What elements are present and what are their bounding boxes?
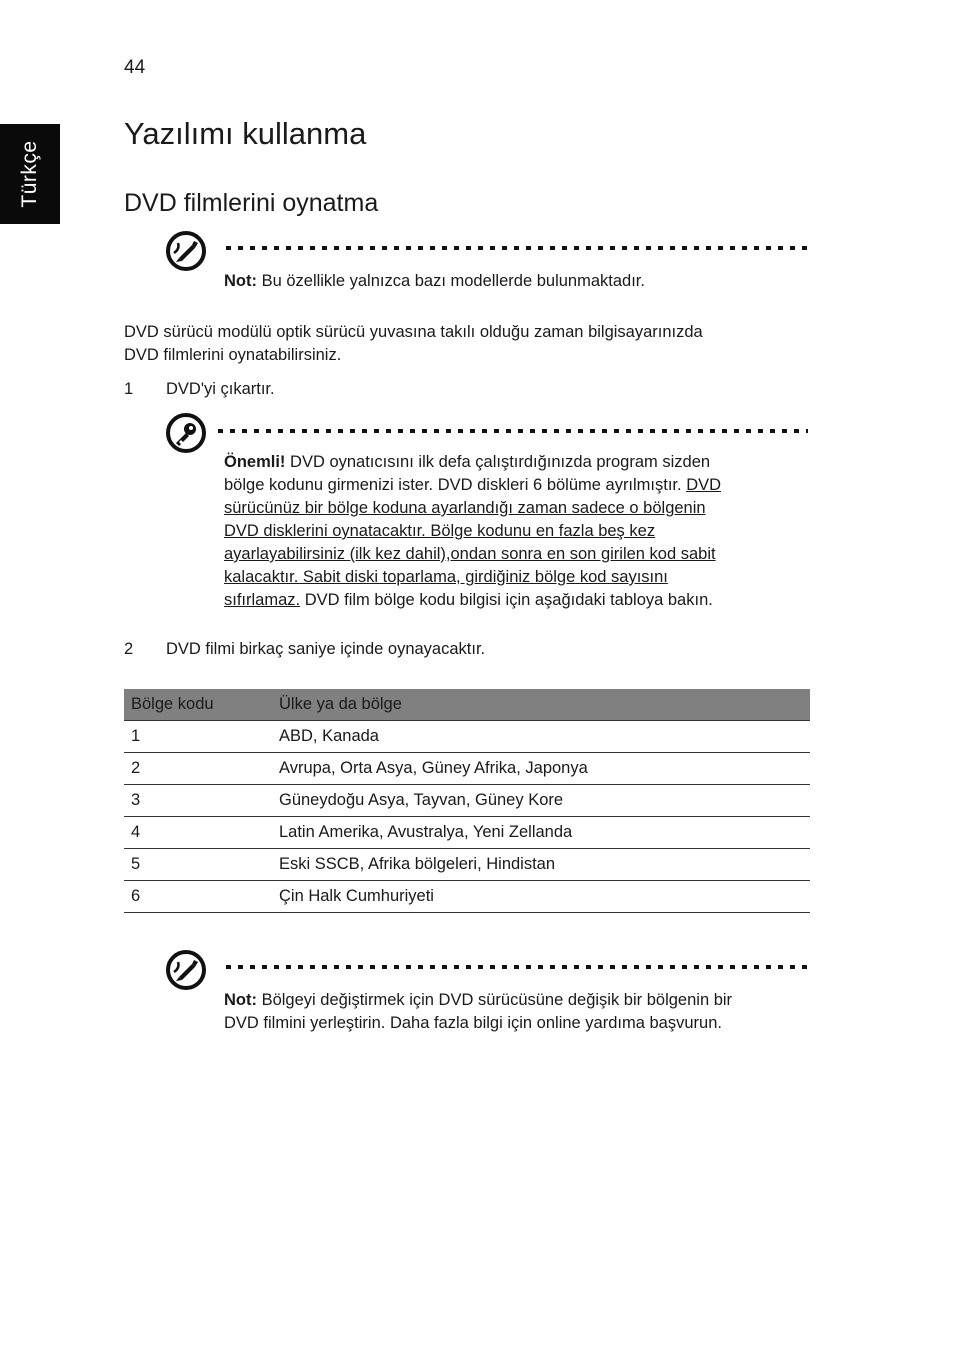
table-header-cell: Bölge kodu — [124, 689, 272, 721]
table-cell: ABD, Kanada — [272, 721, 810, 753]
note-body: Bu özellikle yalnızca bazı modellerde bulunmaktadır. — [256, 272, 645, 290]
table-cell: 4 — [124, 817, 272, 849]
important-key-icon — [166, 413, 206, 453]
important-line: bölge kodunu girmenizi ister. DVD diskleri 6 bölüme ayrılmıştır. — [224, 476, 687, 494]
note-pen-icon — [166, 231, 206, 271]
step-number: 2 — [124, 640, 134, 658]
table-header-row — [124, 689, 810, 721]
important-line: DVD film bölge kodu bilgisi için aşağıdaki tabloya bakın. — [300, 591, 713, 609]
important-divider — [218, 429, 808, 433]
important-underlined: sıfırlamaz. — [224, 591, 301, 609]
section-title: DVD filmlerini oynatma — [124, 189, 379, 217]
table-row — [124, 849, 810, 881]
language-side-tab-label: Türkçe — [18, 140, 41, 208]
note-divider — [226, 965, 810, 969]
table-row — [124, 785, 810, 817]
region-code-table — [124, 689, 810, 913]
important-label: Önemli! — [224, 453, 286, 471]
table-header-cell: Ülke ya da bölge — [272, 689, 810, 721]
important-underlined: ayarlayabilirsiniz (ilk kez dahil),ondan sonra en son girilen kod sabit — [224, 545, 716, 563]
note-body: Bölgeyi değiştirmek için DVD sürücüsüne değişik bir bölgenin bir — [256, 991, 733, 1009]
table-cell: Çin Halk Cumhuriyeti — [272, 881, 810, 913]
step-text: DVD'yi çıkartır. — [166, 380, 275, 398]
page-number: 44 — [124, 57, 146, 78]
table-row — [124, 881, 810, 913]
note-text — [224, 989, 732, 1035]
important-line: DVD oynatıcısını ilk defa çalıştırdığınızda program sizden — [285, 453, 711, 471]
step-number: 1 — [124, 380, 134, 398]
table-row — [124, 753, 810, 785]
step-text: DVD filmi birkaç saniye içinde oynayacaktır. — [166, 640, 486, 658]
important-underlined: DVD disklerini oynatacaktır. Bölge kodunu en fazla beş kez — [224, 522, 656, 540]
note-text — [224, 270, 645, 293]
table-cell: 6 — [124, 881, 272, 913]
note-body: DVD filmini yerleştirin. Daha fazla bilgi için online yardıma başvurun. — [224, 1014, 722, 1032]
table-cell: 1 — [124, 721, 272, 753]
table-cell: 3 — [124, 785, 272, 817]
note-label: Not: — [224, 272, 257, 290]
table-row — [124, 721, 810, 753]
note-divider — [226, 246, 810, 250]
intro-line: DVD sürücü modülü optik sürücü yuvasına takılı olduğu zaman bilgisayarınızda — [124, 323, 703, 341]
important-underlined: kalacaktır. Sabit diski toparlama, girdiğiniz bölge kod sayısını — [224, 568, 668, 586]
note-pen-icon — [166, 950, 206, 990]
table-cell: 2 — [124, 753, 272, 785]
table-cell: Latin Amerika, Avustralya, Yeni Zellanda — [272, 817, 810, 849]
table-row — [124, 817, 810, 849]
intro-line: DVD filmlerini oynatabilirsiniz. — [124, 346, 342, 364]
table-cell: Güneydoğu Asya, Tayvan, Güney Kore — [272, 785, 810, 817]
language-side-tab — [0, 124, 60, 224]
page-title: Yazılımı kullanma — [124, 116, 367, 151]
important-text — [224, 451, 721, 612]
table-cell: Avrupa, Orta Asya, Güney Afrika, Japonya — [272, 753, 810, 785]
important-underlined: sürücünüz bir bölge koduna ayarlandığı zaman sadece o bölgenin — [224, 499, 706, 517]
intro-paragraph — [124, 321, 703, 367]
important-underlined: DVD — [686, 476, 722, 494]
table-cell: 5 — [124, 849, 272, 881]
table-cell: Eski SSCB, Afrika bölgeleri, Hindistan — [272, 849, 810, 881]
note-label: Not: — [224, 991, 257, 1009]
